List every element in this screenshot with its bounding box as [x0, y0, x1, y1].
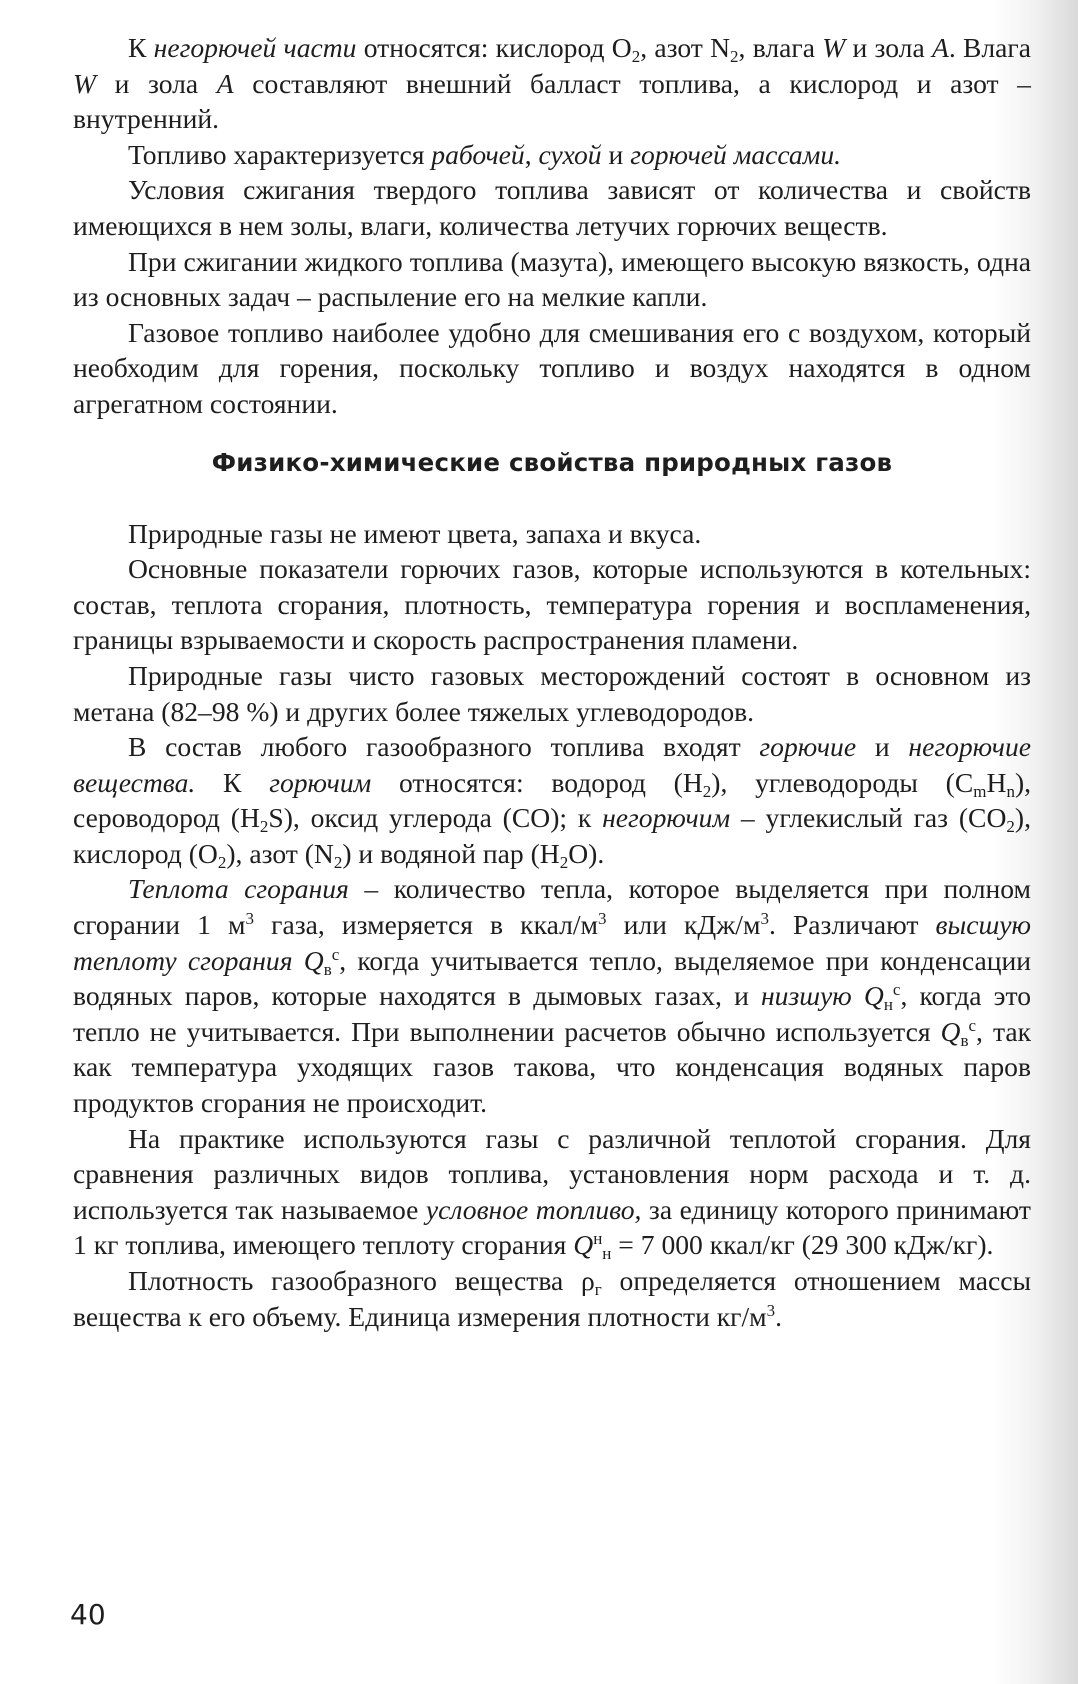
- paragraph-combustible-substances: [73, 729, 1031, 871]
- text-run: и: [601, 138, 631, 170]
- text-run: или кДж/м: [606, 909, 761, 941]
- text-run: в: [960, 1030, 969, 1050]
- text-run: . Влага: [948, 32, 1031, 63]
- text-run: 2: [217, 852, 227, 872]
- text-run: , когда учитывается тепло, выделяемое при конденсации водяных паров, которые находятся в дымовых газах, и: [73, 944, 1031, 1012]
- paragraph-gas-properties: [73, 516, 1031, 552]
- text-run: н: [602, 1244, 612, 1264]
- text-run: 2: [631, 47, 641, 66]
- paragraph-fuel-masses: [73, 137, 1031, 173]
- text-run: A: [931, 32, 949, 63]
- text-run: m: [973, 781, 987, 801]
- text-run: определяется отношением массы вещества к его объему. Единица измерения плотности кг/м: [73, 1265, 1032, 1332]
- text-run: и: [856, 731, 909, 763]
- text-run: рабочей: [431, 138, 525, 170]
- text-run: относятся: водород (Н: [371, 766, 703, 798]
- text-run: О).: [568, 837, 605, 869]
- text-run: негорючие вещества.: [73, 731, 1031, 798]
- text-run: , так как температура уходящих газов такова, что конденсация водяных паров продуктов сгорания не происходит.: [73, 1015, 1031, 1119]
- text-run: с: [892, 980, 901, 1000]
- paragraph-gas-indicators: [73, 551, 1031, 658]
- text-run: Q: [573, 1229, 594, 1261]
- text-run: относятся: кислород О: [356, 32, 632, 63]
- text-run: ) и водяной пар (Н: [342, 837, 560, 869]
- text-run: К: [128, 32, 154, 63]
- paragraph-noncombustible-part: [73, 30, 1031, 137]
- text-run: Плотность газообразного вещества ρ: [128, 1265, 595, 1296]
- text-run: Газовое топливо наиболее удобно для смешивания его с воздухом, который необходим для горения, поскольку топливо и воздух находятся в одном агрегатном состоянии.: [73, 316, 1031, 419]
- text-run: негорючей части: [153, 32, 357, 63]
- text-run: и зола: [845, 32, 932, 63]
- text-run: , когда это тепло не учитывается. При выполнении расчетов обычно используется: [73, 980, 1031, 1047]
- text-run: 2: [730, 47, 739, 66]
- text-run: 2: [559, 852, 569, 872]
- paragraph-liquid-fuel: [73, 244, 1031, 315]
- text-run: 3: [245, 909, 255, 929]
- text-run: К: [195, 766, 270, 798]
- text-run: – количество тепла, которое выделяется при полном сгорании 1 м: [73, 873, 1031, 941]
- text-run: n: [1006, 781, 1015, 801]
- text-run: низшую Q: [760, 980, 884, 1012]
- text-run: 2: [333, 852, 343, 872]
- text-run: – углекислый газ (СО: [730, 802, 1007, 834]
- text-run: горючим: [269, 766, 372, 798]
- text-run: г: [594, 1280, 602, 1299]
- text-run: , азот N: [640, 32, 731, 63]
- text-run: 2: [1006, 817, 1015, 837]
- text-run: 2: [702, 781, 712, 801]
- text-run: Топливо характеризуется: [128, 138, 432, 170]
- text-run: Н: [986, 766, 1007, 798]
- paragraph-solid-fuel: [73, 172, 1031, 243]
- text-run: высшую теплоту сгорания Q: [73, 909, 1031, 976]
- text-run: за единицу которого принимают 1 кг топлива, имеющего теплоту сгорания: [73, 1193, 1031, 1261]
- text-run: Теплота сгорания: [128, 873, 349, 905]
- text-run: горючей массами.: [630, 138, 842, 170]
- text-run: и зола: [96, 67, 217, 99]
- section-heading: Физико-химические свойства природных газов: [211, 447, 893, 477]
- text-run: A: [216, 67, 234, 99]
- text-run: Q: [940, 1015, 961, 1047]
- text-run: S), оксид углерода (СО); к: [268, 802, 603, 834]
- text-run: W: [73, 67, 96, 99]
- text-run: При сжигании жидкого топлива (мазута), имеющего высокую вязкость, одна из основных задач – распыление его на мелкие капли.: [73, 245, 1031, 313]
- text-run: газа, измеряется в ккал/м: [254, 909, 598, 941]
- text-run: 2: [259, 817, 269, 837]
- text-run: .: [775, 1300, 783, 1332]
- text-run: Природные газы чисто газовых месторождений состоят в основном из метана (82–98 %) и других более тяжелых углеводородов.: [73, 659, 1031, 727]
- text-run: составляют внешний балласт топлива, а кислород и азот – внутренний.: [73, 67, 1031, 135]
- paragraph-conventional-fuel: [73, 1121, 1031, 1263]
- text-run: с: [331, 944, 340, 964]
- text-run: н: [593, 1229, 603, 1249]
- paragraph-heat-of-combustion: [73, 871, 1031, 1120]
- text-run: с: [968, 1015, 977, 1035]
- text-run: условное топливо,: [425, 1193, 642, 1225]
- text-run: Основные показатели горючих газов, которые используются в котельных: состав, теплота сгорания, плотность, температура горения и воспламенения, границы взрываемости и скорость распространения пламени.: [73, 553, 1031, 656]
- text-run: ), азот (N: [226, 837, 334, 869]
- text-run: = 7 000 ккал/кг (29 300 кДж/кг).: [611, 1229, 994, 1261]
- text-run: , влага: [738, 32, 823, 63]
- text-run: горючие: [759, 731, 857, 763]
- text-run: сухой: [538, 138, 602, 170]
- text-run: ), кислород (О: [73, 802, 1031, 869]
- paragraph-gas-composition: [73, 658, 1031, 729]
- text-run: ,: [524, 138, 539, 170]
- text-run: 3: [766, 1300, 776, 1320]
- text-run: ), углеводороды (С: [711, 766, 974, 798]
- text-run: в: [323, 959, 332, 979]
- paragraph-gas-density: [73, 1263, 1031, 1334]
- paragraph-gas-fuel: [73, 315, 1031, 422]
- text-run: W: [822, 32, 846, 63]
- text-run: н: [883, 995, 893, 1015]
- text-run: ), сероводород (H: [73, 766, 1032, 834]
- text-run: . Различают: [768, 909, 936, 941]
- text-column: [73, 30, 1031, 1334]
- text-run: В состав любого газообразного топлива входят: [128, 731, 760, 763]
- text-run: Природные газы не имеют цвета, запаха и вкуса.: [128, 517, 702, 549]
- text-run: 3: [760, 909, 769, 929]
- text-run: 3: [597, 909, 607, 929]
- text-run: Условия сжигания твердого топлива зависят от количества и свойств имеющихся в нем золы, влаги, количества летучих горючих веществ.: [73, 174, 1031, 241]
- page-number: 40: [70, 1598, 106, 1631]
- text-run: негорючим: [602, 802, 731, 834]
- text-run: На практике используются газы с различной теплотой сгорания. Для сравнения различных видов топлива, установления норм расхода и т. д. используется так называемое: [73, 1122, 1031, 1225]
